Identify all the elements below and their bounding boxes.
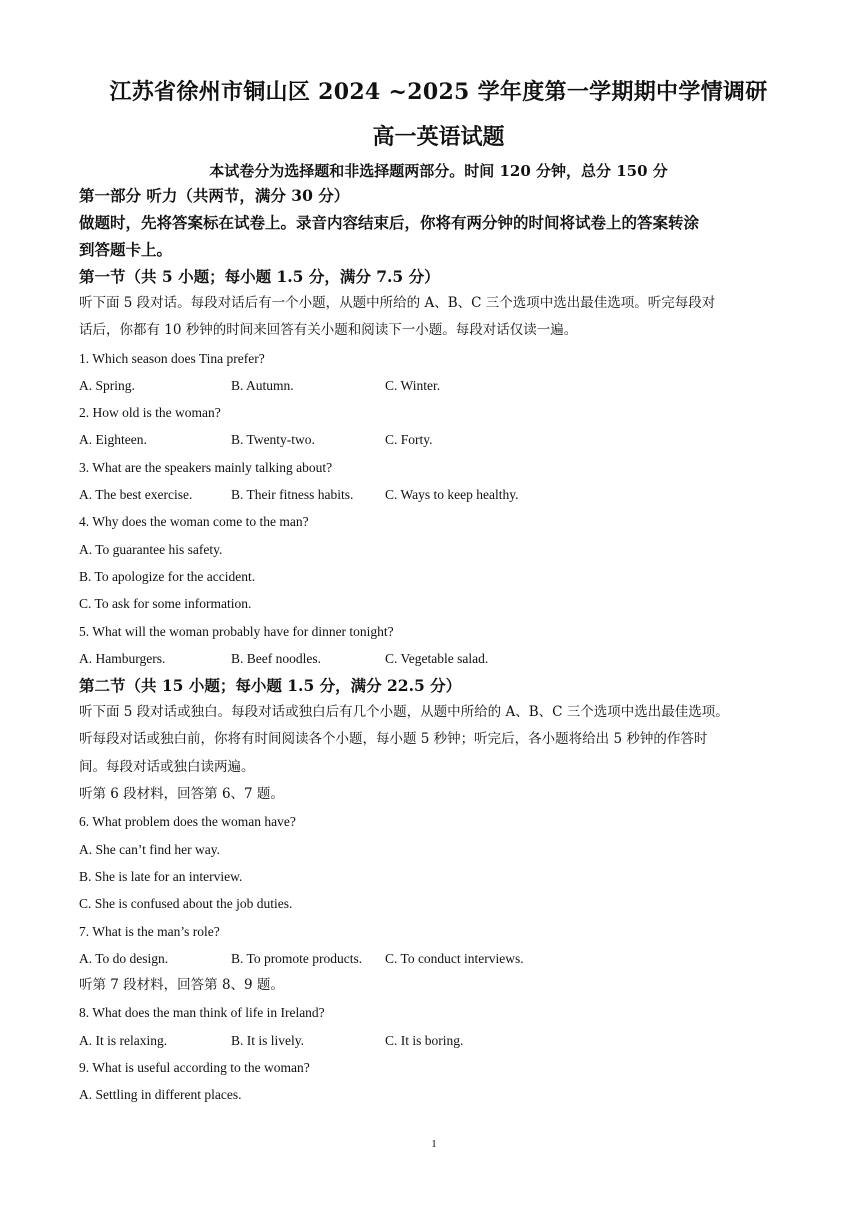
question-stem: 4. Why does the woman come to the man? bbox=[79, 514, 309, 530]
question-stem: 7. What is the man’s role? bbox=[79, 923, 220, 939]
option-c: C. Ways to keep healthy. bbox=[385, 487, 519, 503]
question-stem: 8. What does the man think of life in Ireland? bbox=[79, 1005, 325, 1021]
material-6-label: 听第 6 段材料，回答第 6、7 题。 bbox=[79, 786, 284, 803]
option-b: B. To apologize for the accident. bbox=[79, 568, 256, 584]
option-b: B. It is lively. bbox=[231, 1032, 304, 1048]
option-b: B. Autumn. bbox=[231, 377, 294, 393]
part1-note-line1: 做题时，先将答案标在试卷上。录音内容结束后，你将有两分钟的时间将试卷上的答案转涂 bbox=[79, 213, 700, 232]
material-7-label: 听第 7 段材料，回答第 8、9 题。 bbox=[79, 977, 284, 994]
option-c: C. Winter. bbox=[385, 377, 441, 393]
section1-instruction-line2: 话后，你都有 10 秒钟的时间来回答有关小题和阅读下一小题。每段对话仅读一遍。 bbox=[79, 322, 578, 339]
question-options bbox=[79, 481, 798, 508]
question-stem: 1. Which season does Tina prefer? bbox=[79, 350, 265, 366]
option-c: C. Vegetable salad. bbox=[385, 650, 489, 666]
section2-instruction-line1: 听下面 5 段对话或独白。每段对话或独白后有几个小题，从题中所给的 A、B、C 三个选项中选出最佳选项。 bbox=[79, 704, 729, 721]
option-a: A. Eighteen. bbox=[79, 432, 147, 448]
option-c: C. To conduct interviews. bbox=[385, 950, 524, 966]
option-c: C. It is boring. bbox=[385, 1032, 464, 1048]
exam-subtitle: 高一英语试题 bbox=[372, 124, 505, 150]
question-stem: 2. How old is the woman? bbox=[79, 405, 221, 421]
option-c: C. Forty. bbox=[385, 432, 433, 448]
question-options bbox=[79, 426, 798, 453]
section2-heading: 第二节（共 15 小题；每小题 1.5 分，满分 22.5 分） bbox=[79, 676, 462, 696]
section1-heading: 第一节（共 5 小题；每小题 1.5 分，满分 7.5 分） bbox=[79, 267, 440, 286]
question-stem: 3. What are the speakers mainly talking about? bbox=[79, 459, 333, 475]
option-a: A. It is relaxing. bbox=[79, 1032, 168, 1048]
option-a: A. Hamburgers. bbox=[79, 650, 166, 666]
exam-info: 本试卷分为选择题和非选择题两部分。时间 120 分钟，总分 150 分 bbox=[209, 162, 668, 180]
option-b: B. Their fitness habits. bbox=[231, 487, 354, 503]
option-b: B. She is late for an interview. bbox=[79, 868, 243, 884]
option-c: C. To ask for some information. bbox=[79, 596, 252, 612]
question-options bbox=[79, 372, 798, 399]
question-options bbox=[79, 645, 798, 672]
section1-instruction-line1: 听下面 5 段对话。每段对话后有一个小题，从题中所给的 A、B、C 三个选项中选出最佳选项。听完每段对 bbox=[79, 295, 716, 311]
option-a: A. The best exercise. bbox=[79, 487, 193, 503]
option-b: B. To promote products. bbox=[231, 950, 363, 966]
section2-instruction-line3: 间。每段对话或独白读两遍。 bbox=[79, 758, 255, 775]
option-a: A. She can’t find her way. bbox=[79, 841, 220, 857]
option-b: B. Beef noodles. bbox=[231, 650, 321, 666]
option-a: A. To guarantee his safety. bbox=[79, 541, 223, 557]
part1-heading: 第一部分 听力（共两节，满分 30 分） bbox=[79, 186, 350, 205]
option-a: A. Spring. bbox=[79, 377, 135, 393]
option-c: C. She is confused about the job duties. bbox=[79, 896, 293, 912]
question-stem: 6. What problem does the woman have? bbox=[79, 814, 296, 830]
exam-title: 江苏省徐州市铜山区 2024 ~2025 学年度第一学期期中学情调研 bbox=[109, 79, 768, 105]
question-options bbox=[79, 1027, 798, 1054]
part1-note-line2: 到答题卡上。 bbox=[79, 240, 173, 259]
option-a: A. To do design. bbox=[79, 950, 169, 966]
question-stem: 5. What will the woman probably have for dinner tonight? bbox=[79, 623, 394, 639]
section2-instruction-line2: 听每段对话或独白前，你将有时间阅读各个小题，每小题 5 秒钟；听完后，各小题将给出 5 秒钟的作答时 bbox=[79, 731, 708, 748]
page-number: 1 bbox=[431, 1138, 437, 1150]
question-stem: 9. What is useful according to the woman? bbox=[79, 1060, 310, 1076]
question-options bbox=[79, 945, 798, 972]
option-b: B. Twenty-two. bbox=[231, 432, 315, 448]
option-a: A. Settling in different places. bbox=[79, 1087, 242, 1103]
